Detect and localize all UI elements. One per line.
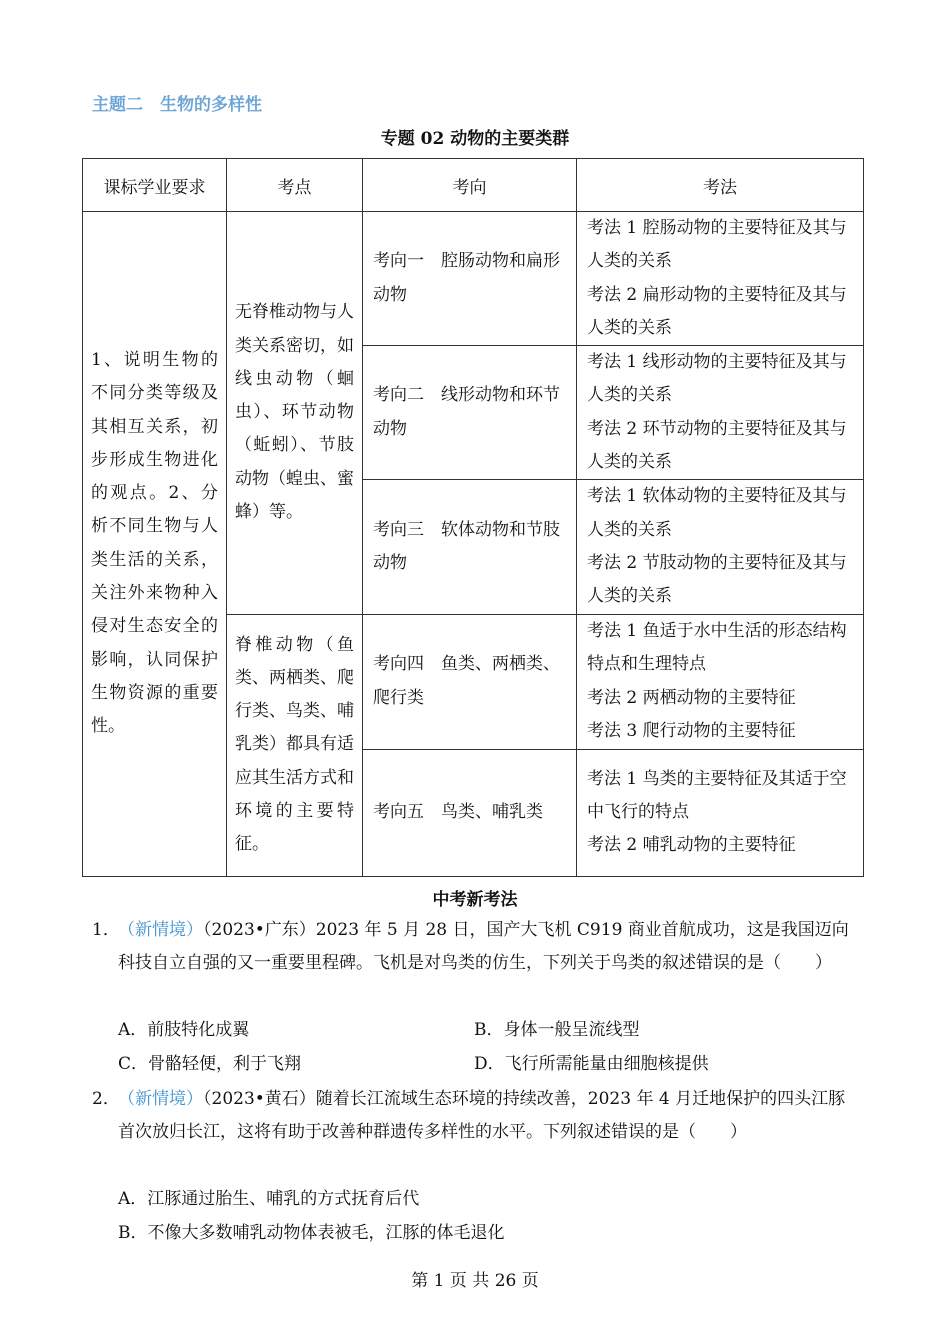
requirement-cell bbox=[83, 212, 227, 877]
theme-heading: 主题二 生物的多样性 bbox=[92, 95, 262, 115]
page-footer: 第 1 页 共 26 页 bbox=[411, 1271, 539, 1291]
option-b: B．不像大多数哺乳动物体表被毛，江豚的体毛退化 bbox=[118, 1223, 505, 1243]
header-method: 考法 bbox=[577, 159, 864, 212]
new-context-tag: （新情境） bbox=[118, 1089, 203, 1109]
point-cell-vertebrates bbox=[227, 614, 363, 876]
direction-cell bbox=[363, 480, 577, 614]
direction-text: 考向一 腔肠动物和扁形动物 bbox=[373, 251, 560, 305]
question-text: （2023•黄石）随着长江流域生态环境的持续改善，2023 年 4 月迁地保护的四头江豚首次放归长江，这将有助于改善种群遗传多样性的水平。下列叙述错误的是（ ） bbox=[118, 1089, 846, 1143]
question-number: 1． bbox=[92, 920, 120, 940]
method-cell bbox=[577, 212, 864, 346]
requirement-text: 1、说明生物的不同分类等级及其相互关系，初步形成生物进化的观点。2、分析不同生物与人类生活的关系，关注外来物种入侵对生态安全的影响，认同保护生物资源的重要性。 bbox=[91, 350, 218, 737]
table-row bbox=[83, 212, 864, 346]
method-line: 考法 2 两栖动物的主要特征 bbox=[587, 687, 796, 708]
point-cell-invertebrates bbox=[227, 212, 363, 615]
question-text: （2023•广东）2023 年 5 月 28 日，国产大飞机 C919 商业首航成功，这是我国迈向科技自立自强的又一重要里程碑。飞机是对鸟类的仿生，下列关于鸟类的叙述错误的是（ ） bbox=[118, 920, 849, 974]
method-line: 考法 2 扁形动物的主要特征及其与人类的关系 bbox=[587, 284, 847, 338]
method-line: 考法 2 节肢动物的主要特征及其与人类的关系 bbox=[587, 552, 847, 607]
direction-text: 考向三 软体动物和节肢动物 bbox=[373, 519, 560, 573]
method-line: 考法 1 软体动物的主要特征及其与人类的关系 bbox=[587, 486, 847, 540]
direction-cell bbox=[363, 212, 577, 346]
option-a: A．前肢特化成翼 bbox=[118, 1020, 250, 1040]
header-direction: 考向 bbox=[363, 159, 577, 212]
syllabus-table bbox=[82, 158, 864, 877]
option-d: D．飞行所需能量由细胞核提供 bbox=[474, 1054, 709, 1074]
point-text: 脊椎动物（鱼类、两栖类、爬行类、鸟类、哺乳类）都具有适应其生活方式和环境的主要特征。 bbox=[235, 634, 354, 855]
direction-text: 考向五 鸟类、哺乳类 bbox=[373, 801, 543, 822]
method-line: 考法 3 爬行动物的主要特征 bbox=[587, 720, 796, 741]
question-2 bbox=[92, 1083, 862, 1150]
new-context-tag: （新情境） bbox=[118, 920, 203, 940]
method-line: 考法 1 线形动物的主要特征及其与人类的关系 bbox=[587, 352, 847, 406]
header-requirement: 课标学业要求 bbox=[83, 159, 227, 212]
table-header-row bbox=[83, 159, 864, 212]
option-a: A．江豚通过胎生、哺乳的方式抚育后代 bbox=[118, 1189, 420, 1209]
point-text: 无脊椎动物与人类关系密切，如线虫动物（蛔虫）、环节动物（蚯蚓）、节肢动物（蝗虫、蜜蜂）等。 bbox=[235, 302, 354, 523]
method-line: 考法 1 腔肠动物的主要特征及其与人类的关系 bbox=[587, 218, 847, 272]
section-title: 中考新考法 bbox=[432, 890, 518, 910]
document-title: 专题 02 动物的主要类群 bbox=[380, 129, 570, 149]
question-1 bbox=[92, 914, 862, 981]
method-cell bbox=[577, 614, 864, 749]
method-line: 考法 1 鸟类的主要特征及其适于空中飞行的特点 bbox=[587, 768, 847, 822]
question-number: 2． bbox=[92, 1089, 120, 1109]
option-c: C．骨骼轻便，利于飞翔 bbox=[118, 1054, 302, 1074]
method-line: 考法 1 鱼适于水中生活的形态结构特点和生理特点 bbox=[587, 620, 847, 675]
method-cell bbox=[577, 480, 864, 614]
direction-text: 考向四 鱼类、两栖类、爬行类 bbox=[373, 654, 560, 708]
question-body bbox=[92, 1083, 862, 1150]
method-cell bbox=[577, 749, 864, 876]
direction-text: 考向二 线形动物和环节动物 bbox=[373, 385, 560, 439]
direction-cell bbox=[363, 749, 577, 876]
method-cell bbox=[577, 346, 864, 480]
direction-cell bbox=[363, 614, 577, 749]
direction-cell bbox=[363, 346, 577, 480]
method-line: 考法 2 环节动物的主要特征及其与人类的关系 bbox=[587, 418, 847, 473]
header-point: 考点 bbox=[227, 159, 363, 212]
method-line: 考法 2 哺乳动物的主要特征 bbox=[587, 835, 796, 856]
option-b: B．身体一般呈流线型 bbox=[474, 1020, 640, 1040]
question-body bbox=[92, 914, 862, 981]
